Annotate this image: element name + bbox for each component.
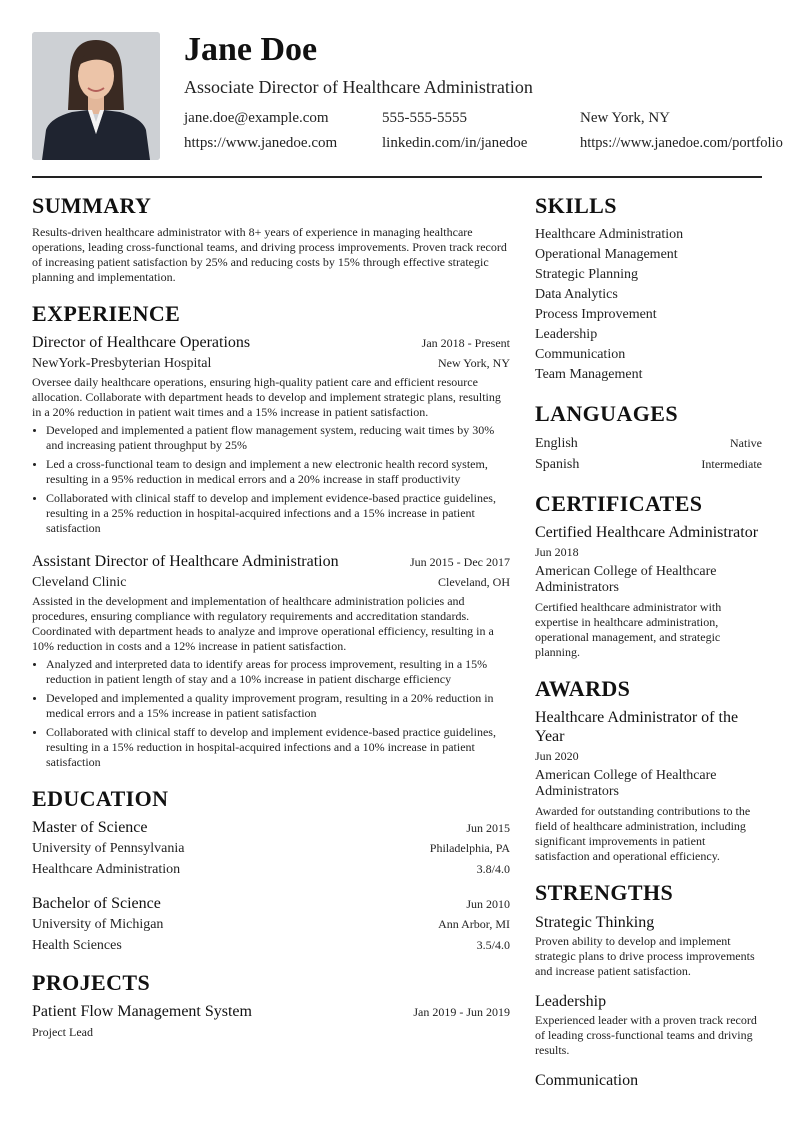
job-location: New York, NY — [437, 356, 510, 370]
skills-heading: SKILLS — [535, 193, 617, 218]
languages-heading: LANGUAGES — [535, 401, 678, 426]
projects-heading: PROJECTS — [32, 970, 151, 995]
strengths-section — [535, 880, 762, 1092]
award-name: Healthcare Administrator of the Year — [535, 709, 739, 745]
skills-list — [535, 225, 762, 385]
education-location: Philadelphia, PA — [429, 841, 510, 855]
job-role: Assistant Director of Healthcare Administration — [32, 553, 339, 570]
education-date: Jun 2010 — [466, 897, 510, 911]
contact-portfolio[interactable]: https://www.janedoe.com/portfolio — [580, 135, 783, 151]
education-school: University of Michigan — [32, 917, 164, 932]
skill-item: Process Improvement — [535, 307, 657, 322]
project-role: Project Lead — [32, 1025, 93, 1039]
skill-item: Healthcare Administration — [535, 227, 684, 242]
experience-section — [32, 301, 510, 770]
education-degree: Master of Science — [32, 819, 148, 836]
skill-item: Data Analytics — [535, 287, 618, 302]
skill-item: Team Management — [535, 367, 643, 382]
education-date: Jun 2015 — [466, 821, 510, 835]
contact-phone[interactable]: 555-555-5555 — [382, 110, 467, 126]
education-heading: EDUCATION — [32, 786, 169, 811]
job-company: NewYork-Presbyterian Hospital — [32, 356, 212, 371]
job-bullet: • Developed and implemented a quality improvement program, resulting in a 20% reduction in medical errors and a 15% increase in patient satisfaction — [46, 691, 510, 721]
contact-website[interactable]: https://www.janedoe.com — [184, 135, 338, 151]
job-bullet: • Analyzed and interpreted data to identify areas for process improvement, resulting in a 15% reduction in patient length of stay and a 10% increase in patient discharge efficiency — [46, 657, 510, 687]
education-gpa: 3.8/4.0 — [476, 862, 510, 876]
strengths-heading: STRENGTHS — [535, 880, 674, 905]
candidate-title: Associate Director of Healthcare Administration — [184, 77, 533, 97]
language-item — [535, 454, 762, 475]
job-bullets — [32, 657, 510, 770]
job-entry — [32, 552, 510, 770]
job-bullet: • Collaborated with clinical staff to develop and implement evidence-based practice guidelines, resulting in a 25% reduction in hospital-acquired infections and a 15% increase in patient satisfaction — [46, 491, 510, 536]
skills-section — [535, 193, 762, 385]
skill-item: Communication — [535, 347, 626, 362]
header-divider — [32, 176, 762, 178]
certificate-description: Certified healthcare administrator with expertise in healthcare administration, operational management, and strategic planning. — [535, 600, 722, 659]
contact-linkedin[interactable]: linkedin.com/in/janedoe — [382, 135, 528, 151]
projects-section — [32, 970, 510, 1042]
certificates-section — [535, 491, 762, 660]
job-entry — [32, 333, 510, 536]
education-field: Healthcare Administration — [32, 862, 181, 877]
certificate-issuer: American College of Healthcare Administrators — [535, 564, 717, 595]
experience-heading: EXPERIENCE — [32, 301, 181, 326]
awards-heading: AWARDS — [535, 676, 631, 701]
education-entry — [32, 894, 510, 956]
project-dates: Jan 2019 - Jun 2019 — [413, 1005, 510, 1019]
job-description: Assisted in the development and implementation of healthcare administration policies and procedures, ensuring compliance with regulatory requirements and accreditation standards. Coordinated with department heads to analyze and improve operational efficiency, resulting in a 10% reduction in costs and a 12% increase in patient satisfaction. — [32, 594, 494, 653]
summary-text: Results-driven healthcare administrator with 8+ years of experience in managing healthcare operations, leading cross-functional teams, and driving process improvements. Proven track record of increasing patient satisfaction by 25% and reducing costs by 15% through effective strategic planning and implementation. — [32, 225, 507, 284]
skill-item: Strategic Planning — [535, 267, 639, 282]
language-level: Native — [730, 436, 762, 450]
education-field: Health Sciences — [32, 938, 122, 953]
language-item — [535, 433, 762, 454]
strength-name: Strategic Thinking — [535, 914, 655, 931]
skill-item: Operational Management — [535, 247, 678, 262]
job-description: Oversee daily healthcare operations, ensuring high-quality patient care and efficient resource allocation. Collaborate with department heads to develop and implement strategic plans, resulting in a 20% reduction in patient wait times and a 15% increase in patient satisfaction. — [32, 375, 501, 419]
job-dates: Jan 2018 - Present — [421, 336, 510, 350]
job-bullet: • Developed and implemented a patient flow management system, reducing wait times by 30% and increasing patient throughput by 25% — [46, 423, 510, 453]
job-dates: Jun 2015 - Dec 2017 — [410, 555, 510, 569]
strength-description: Proven ability to develop and implement strategic plans to drive process improvements and increase patient satisfaction. — [535, 934, 755, 978]
job-bullets — [32, 423, 510, 536]
right-column — [535, 193, 762, 1104]
education-entry — [32, 818, 510, 880]
education-gpa: 3.5/4.0 — [476, 938, 510, 952]
left-column — [32, 193, 510, 1042]
summary-heading: SUMMARY — [32, 193, 152, 218]
candidate-name: Jane Doe — [184, 31, 318, 68]
awards-section — [535, 676, 762, 864]
contact-email[interactable]: jane.doe@example.com — [184, 110, 329, 126]
language-name: Spanish — [535, 457, 580, 472]
strength-name: Communication — [535, 1072, 639, 1089]
languages-section — [535, 401, 762, 475]
strength-description: Experienced leader with a proven track record of leading cross-functional teams and driving results. — [535, 1013, 757, 1057]
person-portrait-icon — [32, 32, 160, 160]
contact-location: New York, NY — [580, 110, 671, 126]
strength-name: Leadership — [535, 993, 607, 1010]
job-bullet: • Led a cross-functional team to design and implement a new electronic health record system, resulting in a 95% reduction in medical errors and a 20% increase in staff productivity — [46, 457, 510, 487]
education-section — [32, 786, 510, 956]
strength-item — [535, 1070, 762, 1092]
certificate-date: Jun 2018 — [535, 545, 579, 559]
education-degree: Bachelor of Science — [32, 895, 161, 912]
language-level: Intermediate — [701, 457, 762, 471]
strength-item — [535, 991, 762, 1058]
profile-photo — [32, 32, 160, 160]
award-date: Jun 2020 — [535, 749, 579, 763]
strength-item — [535, 912, 762, 979]
education-location: Ann Arbor, MI — [438, 917, 510, 931]
education-school: University of Pennsylvania — [32, 841, 185, 856]
certificate-name: Certified Healthcare Administrator — [535, 524, 759, 541]
language-name: English — [535, 436, 578, 451]
skill-item: Leadership — [535, 327, 598, 342]
job-bullet: • Collaborated with clinical staff to develop and implement evidence-based practice guidelines, resulting in a 15% reduction in hospital-acquired infections and a 10% increase in patient satisfaction — [46, 725, 510, 770]
summary-section — [32, 193, 510, 285]
job-company: Cleveland Clinic — [32, 575, 127, 590]
award-description: Awarded for outstanding contributions to the field of healthcare administration, including significant improvements in patient satisfaction and operational efficiency. — [535, 804, 751, 863]
certificates-heading: CERTIFICATES — [535, 491, 703, 516]
job-role: Director of Healthcare Operations — [32, 334, 251, 351]
project-name: Patient Flow Management System — [32, 1003, 252, 1020]
award-issuer: American College of Healthcare Administrators — [535, 768, 717, 799]
project-entry — [32, 1002, 510, 1042]
job-location: Cleveland, OH — [438, 575, 510, 589]
